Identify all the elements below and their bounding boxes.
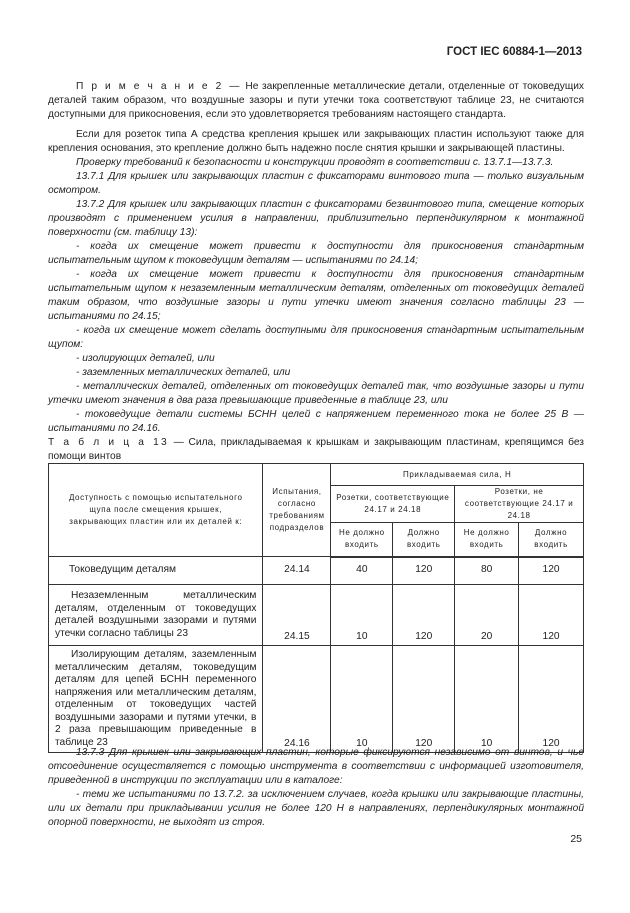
after-table-text	[48, 746, 584, 830]
page-number: 25	[570, 833, 582, 845]
note-text: Не закрепленные металлические детали, отделенные от токоведущих деталей таким образом, что воздушные зазоры и пути утечки тока соответствуют таблице 23, не считаются доступными для прикосновения, если это удовлетворяется требованиям настоящего стандарта.	[48, 81, 584, 120]
header-force: Прикладываемая сила, Н	[331, 464, 584, 486]
header-group-noncompliant: Розетки, не соответствующие 24.17 и 24.18	[455, 486, 584, 523]
row-label: Токоведущим деталям	[49, 557, 263, 585]
row-value: 80	[455, 557, 519, 585]
note-lead: П р и м е ч а н и е 2 —	[76, 81, 242, 92]
row-value: 120	[393, 557, 455, 585]
header-enter-2: Должно входить	[519, 523, 584, 557]
row-value: 120	[519, 646, 584, 753]
row-test: 24.14	[263, 557, 331, 585]
row-value: 20	[455, 585, 519, 646]
row-value: 120	[393, 646, 455, 753]
row-value: 40	[331, 557, 393, 585]
paragraph-cover-fixing: Если для розеток типа А средства крепления крышек или закрывающих пластин используют также для крепления основания, это крепление должно быть надежно после снятия крышки и закрывающей пластины.	[48, 129, 584, 154]
table-row	[49, 646, 584, 753]
list-item-insulating: - изолирующих деталей, или	[76, 353, 215, 364]
header-tests: Испытания, согласно требованиям подразделов	[263, 464, 331, 557]
row-value: 120	[519, 557, 584, 585]
body-text	[48, 80, 584, 436]
row-value: 120	[519, 585, 584, 646]
header-not-enter-1: Не должно входить	[331, 523, 393, 557]
list-item-unearthed-metal: - когда их смещение может привести к доступности для прикосновения стандартным испытательным щупом к незаземленным металлическим деталям, отделенных от токоведущих деталей таким образом, что воздушные зазоры и пути утечки имеют значения согласно таблицы 23 — испытаниями по 24.15;	[48, 269, 584, 322]
paragraph-13-7-3-test: - теми же испытаниями по 13.7.2. за исключением случаев, когда крышки или закрывающие пластины, или их детали при прикладывании усилия не более 120 Н в направлениях, перпендикулярных монтажной опорной поверхности, не выходят из строя.	[48, 789, 584, 828]
header-group-compliant: Розетки, соответствующие 24.17 и 24.18	[331, 486, 455, 523]
table-row	[49, 585, 584, 646]
row-label: Незаземленным металлическим деталям, отделенным от токоведущих деталей воздушными зазорами и путями утечки согласно таблицы 23	[49, 585, 263, 646]
row-test: 24.15	[263, 585, 331, 646]
row-value: 120	[393, 585, 455, 646]
list-item-earthed-metal: - заземленных металлических деталей, или	[76, 367, 291, 378]
table-caption	[48, 436, 584, 464]
paragraph-13-7-2: 13.7.2 Для крышек или закрывающих пластин с фиксаторами безвинтового типа, смещение которых производят с применением усилия в направлении, приблизительно перпендикулярном к монтажной поверхности (см. таблицу 13):	[48, 199, 584, 238]
list-item-live-parts: - когда их смещение может привести к доступности для прикосновения стандартным испытательным щупом к токоведущим деталям — испытаниями по 24.14;	[48, 241, 584, 266]
row-test: 24.16	[263, 646, 331, 753]
force-table	[48, 463, 584, 753]
table-caption-text: — Сила, прикладываемая к крышкам и закрывающим пластинам, крепящимся без помощи винтов	[48, 437, 584, 462]
row-label: Изолирующим деталям, заземленным металлическим деталям, токоведущим деталям для цепей БСНН переменного напряжения или металлическим деталям, отделенным от токоведущих частей воздушными зазорами и путями утечки, в 2 раза превышающим приведенные в таблице 23	[49, 646, 263, 753]
paragraph-13-7-1: 13.7.1 Для крышек или закрывающих пластин с фиксаторами винтового типа — только визуальным осмотром.	[48, 171, 584, 196]
list-item-accessible: - когда их смещение может сделать доступными для прикосновения стандартным испытательным щупом:	[48, 325, 584, 350]
table-row	[49, 557, 584, 585]
row-value: 10	[455, 646, 519, 753]
table-caption-lead: Т а б л и ц а 13	[48, 437, 169, 448]
row-value: 10	[331, 585, 393, 646]
header-enter-1: Должно входить	[393, 523, 455, 557]
header-not-enter-2: Не должно входить	[455, 523, 519, 557]
list-item-selv: - токоведущие детали системы БСНН целей с напряжением переменного тока не более 25 В — испытаниями по 24.16.	[48, 409, 584, 434]
paragraph-check: Проверку требований к безопасности и конструкции проводят в соответствии с. 13.7.1—13.7.3.	[76, 157, 554, 168]
paragraph-13-7-3: 13.7.3 Для крышек или закрывающих пластин, которые фиксируются независимо от винтов, и чье отсоединение осуществляется с помощью инструмента в соответствии с информацией изготовителя, приведенной в инструкции по эксплуатации или в каталоге:	[48, 747, 584, 786]
header-access: Доступность с помощью испытательного щупа после смещения крышек, закрывающих пластин или их деталей к:	[49, 464, 263, 557]
standard-header: ГОСТ IEC 60884-1—2013	[446, 46, 582, 58]
note-paragraph	[48, 80, 584, 122]
list-item-metal-double: - металлических деталей, отделенных от токоведущих деталей так, что воздушные зазоры и пути утечки имеют значения в два раза превышающие приведенные в таблице 23, или	[48, 381, 584, 406]
row-value: 10	[331, 646, 393, 753]
